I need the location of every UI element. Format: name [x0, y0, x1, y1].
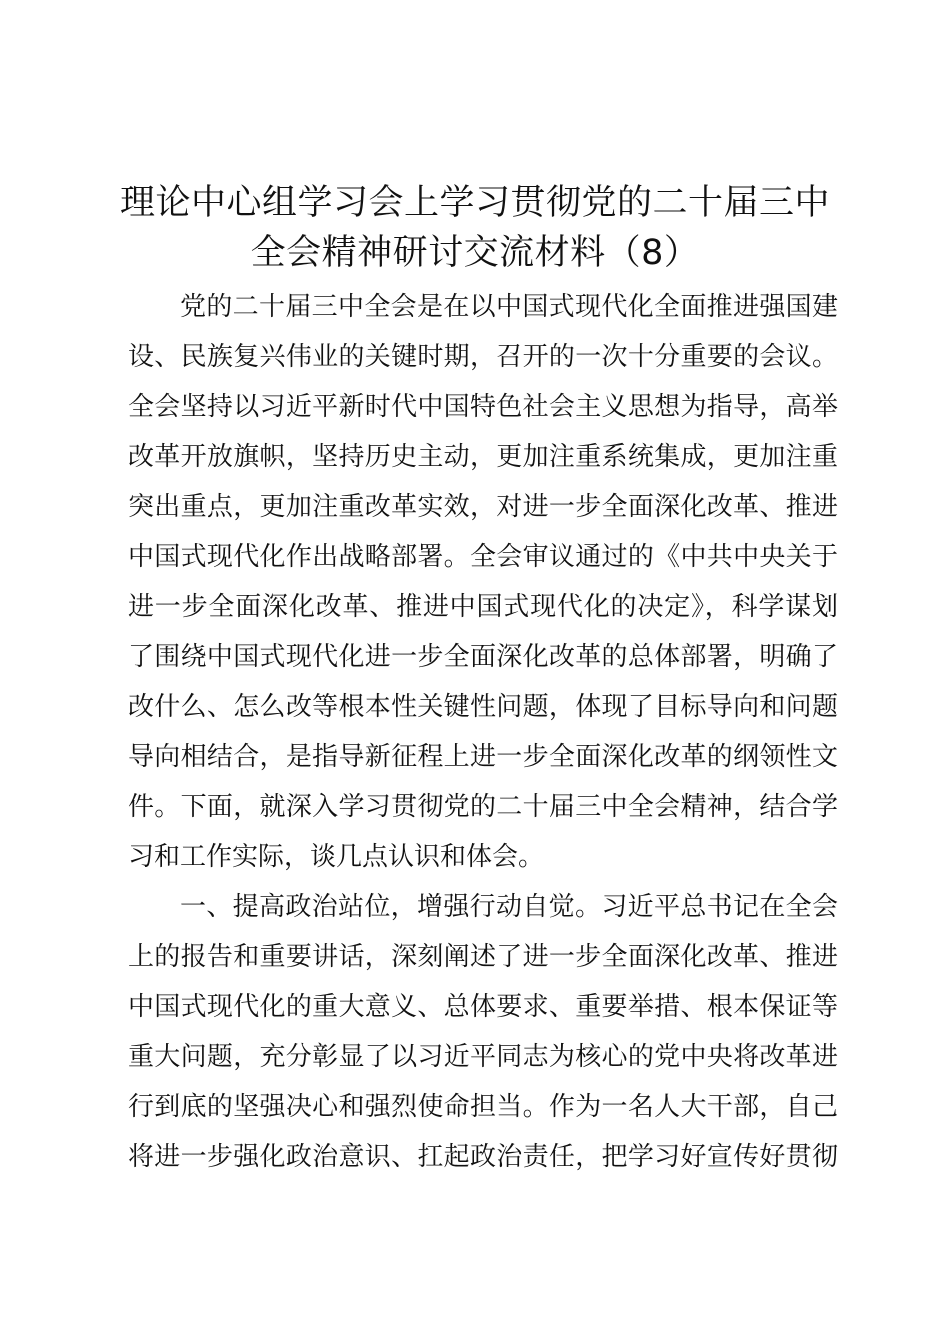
paragraph-line: 件。下面，就深入学习贯彻党的二十届三中全会精神，结合学: [128, 792, 838, 822]
paragraph-line: 全会坚持以习近平新时代中国特色社会主义思想为指导，高举: [128, 392, 838, 422]
paragraph-line: 突出重点，更加注重改革实效，对进一步全面深化改革、推进: [128, 492, 838, 522]
paragraph-line: 行到底的坚强决心和强烈使命担当。作为一名人大干部，自己: [128, 1092, 838, 1122]
paragraph-line: 改什么、怎么改等根本性关键性问题，体现了目标导向和问题: [128, 692, 838, 722]
paragraph-line: 将进一步强化政治意识、扛起政治责任，把学习好宣传好贯彻: [128, 1142, 838, 1172]
title-line-2: 全会精神研讨交流材料（8）: [250, 233, 700, 273]
paragraph-line: 中国式现代化的重大意义、总体要求、重要举措、根本保证等: [128, 992, 838, 1022]
title-line-1: 理论中心组学习会上学习贯彻党的二十届三中: [119, 183, 830, 223]
paragraph-line: 习和工作实际，谈几点认识和体会。: [128, 842, 545, 872]
paragraph-section-1: [128, 882, 838, 1182]
paragraph-line: 中国式现代化作出战略部署。全会审议通过的《中共中央关于: [128, 542, 838, 572]
paragraph-line: 重大问题，充分彰显了以习近平同志为核心的党中央将改革进: [128, 1042, 838, 1072]
paragraph-line: 改革开放旗帜，坚持历史主动，更加注重系统集成，更加注重: [128, 442, 838, 472]
document-title: [100, 178, 850, 278]
paragraph-line: 了围绕中国式现代化进一步全面深化改革的总体部署，明确了: [128, 642, 838, 672]
paragraph-intro: [128, 282, 838, 882]
document-body: [128, 282, 838, 1182]
paragraph-line: 进一步全面深化改革、推进中国式现代化的决定》，科学谋划: [128, 592, 838, 622]
paragraph-line: 设、民族复兴伟业的关键时期，召开的一次十分重要的会议。: [128, 342, 838, 372]
paragraph-line: 上的报告和重要讲话，深刻阐述了进一步全面深化改革、推进: [128, 942, 838, 972]
paragraph-line: 党的二十届三中全会是在以中国式现代化全面推进强国建: [180, 292, 838, 322]
paragraph-line: 导向相结合，是指导新征程上进一步全面深化改革的纲领性文: [128, 742, 838, 772]
section-heading-line: 一、提高政治站位，增强行动自觉。习近平总书记在全会: [180, 892, 838, 922]
